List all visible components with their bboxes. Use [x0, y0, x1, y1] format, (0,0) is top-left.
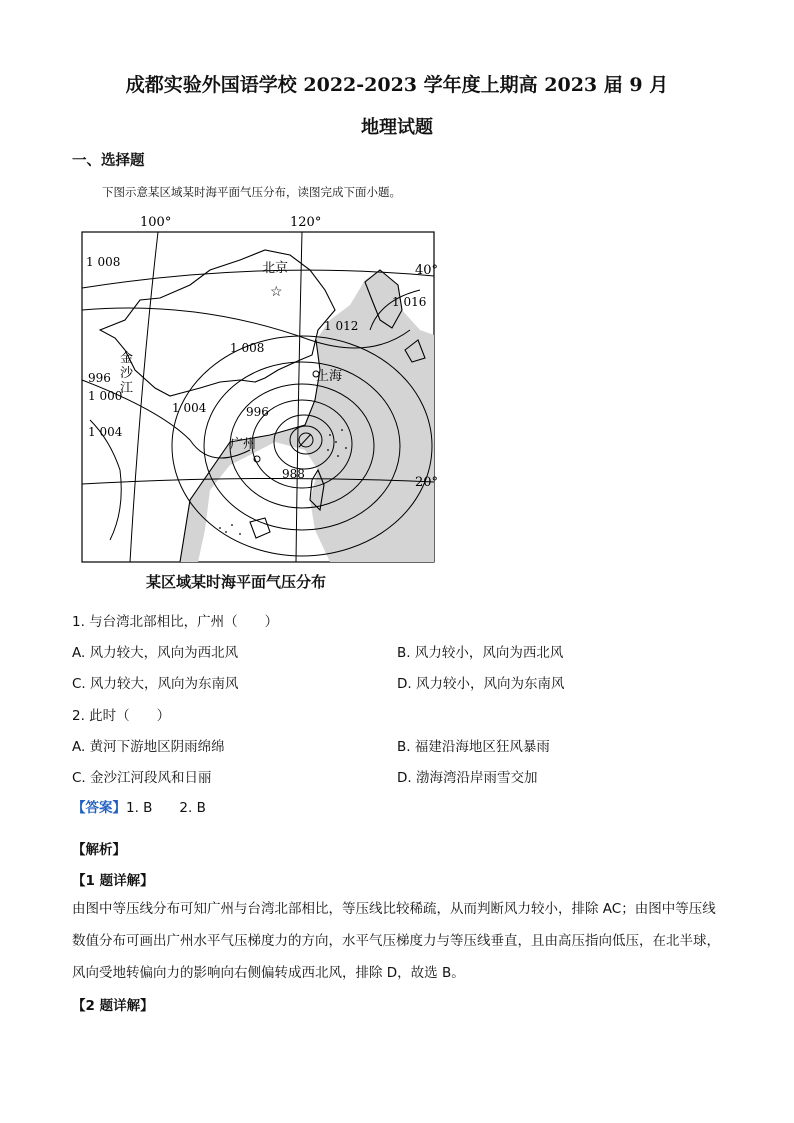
river-jinsha-char-2: 沙: [120, 366, 134, 381]
isobar-label-1004-b: 1 004: [172, 401, 207, 415]
lat-40-label: 40°: [414, 263, 438, 278]
city-beijing-label: 北京: [262, 261, 289, 276]
q1-option-b: B. 风力较小，风向为西北风: [397, 645, 564, 661]
lat-20-label: 20°: [414, 475, 438, 490]
page-title: 成都实验外国语学校 2022-2023 学年度上期高 2023 届 9 月: [125, 74, 669, 96]
city-shanghai-label: 上海: [316, 369, 343, 384]
isobar-label-1012: 1 012: [324, 319, 359, 333]
section-heading: 一、选择题: [72, 153, 145, 169]
q2-option-d: D. 渤海湾沿岸雨雪交加: [397, 770, 538, 786]
q1-option-a: A. 风力较大，风向为西北风: [72, 645, 239, 661]
answer-text: 1. B 2. B: [126, 800, 206, 816]
detail-2-heading: 【2 题详解】: [72, 998, 154, 1014]
isobar-label-1016: 1 016: [392, 295, 427, 309]
beijing-star-icon: ☆: [270, 284, 283, 300]
detail-1-heading: 【1 题详解】: [72, 873, 154, 889]
question-2-stem: 2. 此时（ ）: [72, 708, 171, 724]
answer-label: 【答案】: [72, 800, 126, 816]
isobar-label-1008-a: 1 008: [86, 255, 121, 269]
detail-1-paragraph: 由图中等压线分布可知广州与台湾北部相比，等压线比较稀疏，从而判断风力较小，排除 AC；由图中等压线数值分布可画出广州水平气压梯度力的方向，水平气压梯度力与等压线垂直，且由高压指向低压，在北半球，风向受地转偏向力的影响向右侧偏转成西北风，排除 D，故选 B。: [72, 901, 720, 981]
map-caption: 某区域某时海平面气压分布: [146, 573, 327, 591]
lon-120-label: 120°: [290, 215, 322, 230]
q2-option-a: A. 黄河下游地区阴雨绵绵: [72, 739, 225, 755]
question-1-stem: 1. 与台湾北部相比，广州（ ）: [72, 614, 279, 630]
q2-option-b: B. 福建沿海地区狂风暴雨: [397, 739, 550, 755]
analysis-heading: 【解析】: [72, 842, 126, 858]
isobar-label-988: 988: [282, 467, 305, 481]
isobar-label-996-a: 996: [88, 371, 111, 385]
isobar-label-996-b: 996: [246, 405, 269, 419]
lon-100-label: 100°: [140, 215, 172, 230]
isobar-label-1008-b: 1 008: [230, 341, 265, 355]
isobar-label-1000: 1 000: [88, 389, 123, 403]
q1-option-d: D. 风力较小，风向为东南风: [397, 676, 565, 692]
river-jinsha-char-1: 金: [120, 351, 134, 366]
pressure-map: [80, 210, 440, 566]
answer-line: [72, 796, 206, 816]
isobar-label-1004-a: 1 004: [88, 425, 123, 439]
question-intro: 下图示意某区域某时海平面气压分布，读图完成下面小题。: [102, 185, 401, 199]
q1-option-c: C. 风力较大，风向为东南风: [72, 676, 239, 692]
page-subtitle: 地理试题: [361, 117, 433, 138]
city-guangzhou-label: 广州: [230, 437, 257, 452]
q2-option-c: C. 金沙江河段风和日丽: [72, 770, 212, 786]
river-jinsha-char-3: 江: [120, 381, 134, 396]
